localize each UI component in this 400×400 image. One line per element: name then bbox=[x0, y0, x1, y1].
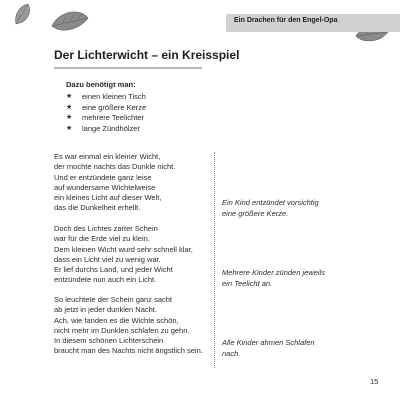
poem-line: ein kleines Licht auf dieser Welt, bbox=[54, 193, 162, 203]
poem-stanza-3 bbox=[54, 295, 203, 357]
poem-line: Ach, wie fanden es die Wichte schön, bbox=[54, 315, 179, 325]
poem-line: Er lief durchs Land, und jeder Wicht bbox=[54, 265, 173, 275]
poem-line: Doch des Lichtes zarter Schein bbox=[54, 224, 158, 233]
star-icon: ★ bbox=[66, 125, 73, 133]
poem-line: Und er entzündete ganz leise bbox=[54, 172, 152, 182]
stage-direction-3 bbox=[222, 338, 315, 360]
stage-direction-1 bbox=[222, 198, 319, 220]
star-icon: ★ bbox=[66, 103, 73, 111]
chapter-header: Ein Drachen für den Engel-Opa bbox=[234, 17, 338, 24]
poem-line: das die Dunkelheit erhellt. bbox=[54, 203, 141, 213]
note-line: Mehrere Kinder zünden jeweils bbox=[222, 268, 325, 277]
list-item bbox=[66, 92, 146, 103]
poem-line: nicht mehr im Dunklen schlafen zu gehn. bbox=[54, 325, 190, 335]
note-line: eine größere Kerze. bbox=[222, 208, 289, 218]
materials-heading: Dazu benötigt man: bbox=[66, 80, 136, 89]
leaf-icon bbox=[52, 12, 88, 30]
poem-stanza-1 bbox=[54, 152, 175, 214]
poem-line: der mochte nachts das Dunkle nicht. bbox=[54, 162, 176, 172]
note-line: ein Teelicht an. bbox=[222, 278, 273, 288]
list-item-label: eine größere Kerze bbox=[82, 102, 147, 112]
note-line: Alle Kinder ahmen Schlafen bbox=[222, 338, 315, 347]
poem-line: Es war einmal ein kleiner Wicht, bbox=[54, 152, 161, 161]
poem-line: In diesem schönen Lichterschein bbox=[54, 336, 164, 346]
note-line: nach. bbox=[222, 348, 241, 358]
poem-line: dass ein Licht viel zu wenig war. bbox=[54, 254, 161, 264]
leaf-icon bbox=[16, 4, 30, 24]
page-number: 15 bbox=[370, 377, 379, 386]
list-item bbox=[66, 113, 146, 124]
poem-line: auf wundersame Wichtelweise bbox=[54, 182, 156, 192]
poem-stanza-2 bbox=[54, 224, 193, 286]
star-icon: ★ bbox=[66, 114, 73, 122]
star-icon: ★ bbox=[66, 92, 73, 100]
list-item-label: lange Zündhölzer bbox=[82, 124, 140, 134]
note-line: Ein Kind entzündet vorsichtig bbox=[222, 198, 319, 207]
column-divider bbox=[214, 152, 215, 368]
poem-line: entzündete nun auch ein Licht. bbox=[54, 275, 157, 285]
section-title: Der Lichterwicht – ein Kreisspiel bbox=[54, 48, 240, 62]
list-item-label: einen kleinen Tisch bbox=[82, 91, 146, 101]
poem-line: So leuchtete der Schein ganz sacht bbox=[54, 295, 172, 304]
list-item bbox=[66, 103, 146, 114]
title-underline bbox=[54, 67, 202, 69]
list-item-label: mehrere Teelichter bbox=[82, 113, 144, 123]
poem-line: Dem kleinen Wicht wurd sehr schnell klar, bbox=[54, 244, 193, 254]
stage-direction-2 bbox=[222, 268, 325, 290]
poem-line: war für die Erde viel zu klein. bbox=[54, 234, 150, 244]
poem-line: braucht man des Nachts nicht ängstlich sein. bbox=[54, 346, 203, 356]
materials-list bbox=[66, 80, 146, 135]
poem-line: ab jetzt in jeder dunklen Nacht. bbox=[54, 305, 157, 315]
list-item bbox=[66, 124, 146, 135]
